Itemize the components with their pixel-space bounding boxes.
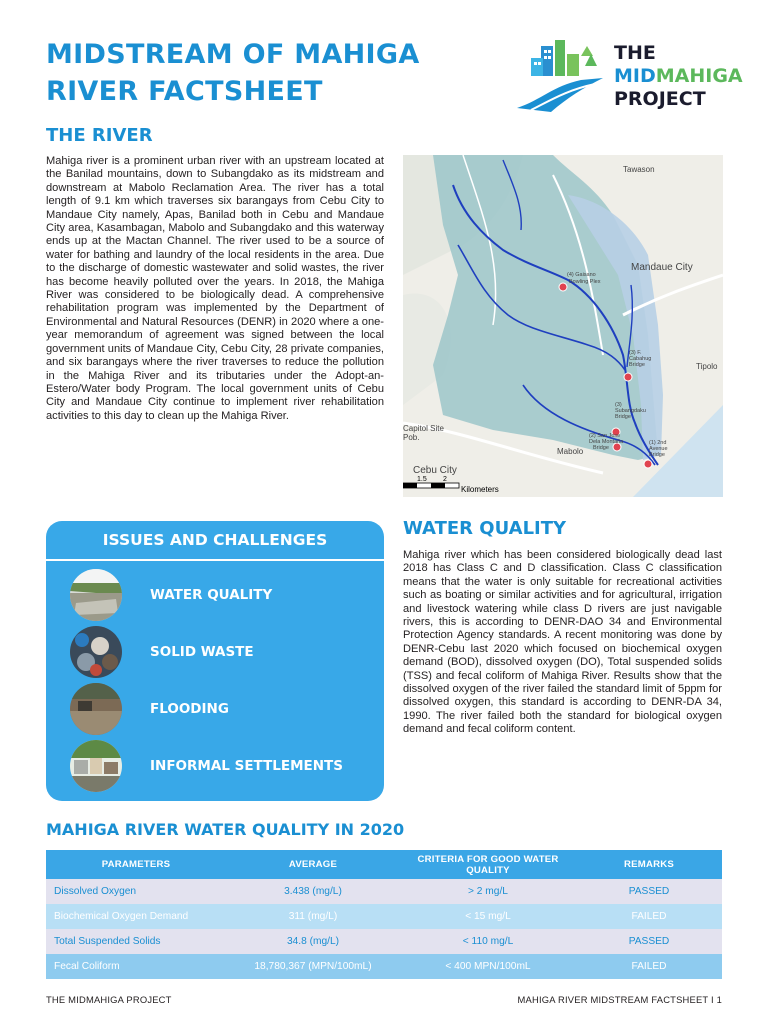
water-quality-heading: WATER QUALITY <box>403 518 567 539</box>
map-label-ave-3: Bridge <box>649 452 665 458</box>
map-label-sub-2: Subangdaku <box>615 408 646 414</box>
map-label-tawason: Tawason <box>623 165 655 174</box>
footer-right: MAHIGA RIVER MIDSTREAM FACTSHEET I 1 <box>517 994 722 1005</box>
table-row <box>46 904 722 929</box>
informal-settlements-photo-icon <box>70 740 122 792</box>
page-title-line-1: MIDSTREAM OF MAHIGA <box>46 39 420 70</box>
table-row <box>46 929 722 954</box>
midmahiga-logo-icon <box>511 36 611 116</box>
station-gaisano-marker <box>559 283 567 291</box>
water-quality-table-heading: MAHIGA RIVER WATER QUALITY IN 2020 <box>46 820 405 839</box>
table-cell-average: 311 (mg/L) <box>226 904 400 929</box>
map-label-cebu: Cebu City <box>413 465 457 476</box>
map-label-sub-3: Bridge <box>615 414 631 420</box>
table-cell-average: 3.438 (mg/L) <box>226 879 400 904</box>
issues-heading: ISSUES AND CHALLENGES <box>46 521 384 561</box>
map-label-mabolo: Mabolo <box>557 447 584 456</box>
table-cell-remarks: PASSED <box>576 879 722 904</box>
map-label-sj-3: Bridge <box>593 445 609 451</box>
table-row <box>46 879 722 904</box>
table-header-row <box>46 850 722 879</box>
map-label-cab-3: Bridge <box>629 362 645 368</box>
table-row <box>46 954 722 979</box>
issue-item <box>70 740 370 792</box>
water-quality-photo-icon <box>70 569 122 621</box>
midmahiga-logo-wordmark <box>614 42 743 111</box>
map-label-capitol-2: Pob. <box>403 433 420 442</box>
map-scale-1-5: 1.5 <box>417 476 427 483</box>
logo-midmahiga <box>614 65 743 88</box>
flooding-photo-icon <box>70 683 122 735</box>
table-cell-average: 18,780,367 (MPN/100mL) <box>226 954 400 979</box>
table-header-remarks: REMARKS <box>576 850 722 879</box>
water-quality-paragraph: Mahiga river which has been considered biologically dead last 2018 has Class C and D classification. Class C classification means that the water is only suitable for recreational activities such as boating or similar activities and for agricultural, irrigation and livestock watering while class D rivers are just navigable rivers, this is according to DENR-DAO 34 and Environmental Protection Agency standards. A recent monitoring was done by DENR-Cebu last 2020 which focused on biochemical oxygen demand (BOD), dissolved oxygen (DO), Total suspended solids (TSS) and fecal coliform of Mahiga River. Results show that the dissolved oxygen of the river failed the standard limit of 5ppm for dissolved oxygen, this standard is according to DENR-DA 34, 1990. The river failed both the standard for biological oxygen demand and fecal coliform content. <box>403 549 722 736</box>
map-label-sj-1: (2) San Jose <box>589 433 621 439</box>
issues-panel <box>46 521 384 801</box>
station-2nd-avenue-marker <box>644 460 652 468</box>
issue-item <box>70 626 370 678</box>
logo-project: PROJECT <box>614 88 706 110</box>
logo-mahiga: MAHIGA <box>655 65 743 87</box>
map-label-ave-2: Avenue <box>649 446 668 452</box>
issue-item <box>70 683 370 735</box>
footer-left: THE MIDMAHIGA PROJECT <box>46 994 172 1005</box>
map-label-gaisano-1: (4) Gaisano <box>567 272 596 278</box>
issue-label-solid-waste: SOLID WASTE <box>150 644 254 660</box>
table-cell-remarks: FAILED <box>576 954 722 979</box>
logo-mid: MID <box>614 65 656 87</box>
table-cell-parameter: Dissolved Oxygen <box>46 879 226 904</box>
table-cell-criteria: > 2 mg/L <box>400 879 576 904</box>
map-label-sj-2: Dela Montaña <box>589 439 624 445</box>
page-title-line-2: RIVER FACTSHEET <box>46 76 323 107</box>
page-title <box>46 36 466 110</box>
issue-item <box>70 569 370 621</box>
map-scale-unit: Kilometers <box>461 485 499 494</box>
table-header-criteria: CRITERIA FOR GOOD WATER QUALITY <box>400 850 576 879</box>
midmahiga-logo <box>511 36 743 116</box>
map-label-capitol-1: Capitol Site <box>403 424 444 433</box>
map-label-cab-1: (3) F. <box>629 350 642 356</box>
station-cabahug-marker <box>624 373 632 381</box>
map-label-gaisano-2: Bowling Plex <box>569 279 601 285</box>
table-cell-parameter: Fecal Coliform <box>46 954 226 979</box>
table-cell-parameter: Total Suspended Solids <box>46 929 226 954</box>
table-cell-remarks: FAILED <box>576 904 722 929</box>
table-cell-criteria: < 15 mg/L <box>400 904 576 929</box>
table-cell-criteria: < 110 mg/L <box>400 929 576 954</box>
issue-label-water-quality: WATER QUALITY <box>150 587 273 603</box>
table-header-parameters: PARAMETERS <box>46 850 226 879</box>
map-label-cab-2: Cabahug <box>629 356 652 362</box>
river-map <box>403 155 723 497</box>
map-label-mandaue: Mandaue City <box>631 262 693 273</box>
map-label-ave-1: (1) 2nd <box>649 440 667 446</box>
the-river-paragraph: Mahiga river is a prominent urban river with an upstream located at the Banilad mountains, down to Subangdako as its midstream and downstream at Mabolo Reclamation Area. The river has a total length of 9.1 km which traverses six barangays from Cebu City to Mandaue City namely, Apas, Banilad both in Cebu and Mandaue City area, Kasambagan, Mabolo and Subangdako and this waterway ends up at the Mactan Channel. The river used to be a source of water for bathing and laundry of the local residents in the area. Due to the discharge of domestic wastewater and solid wastes, the river has become heavily polluted over the years. In 2018, the Mahiga River was considered to be biologically dead. A comprehensive rehabilitation program was implemented by the Department of Environmental and Natural Resources (DENR) in 2020 where a one-year memorandum of agreement was signed between the local government units of Mandaue City, Cebu City, 28 private companies, and six barangays where the river traverses to reduce the pollution in the Mahiga River and its tributaries under the Adopt-an-Estero/Water body Program. The local government units of Cebu City and Mandaue City continue to implement river rehabilitation activities to this day to clean up the Mahiga River. <box>46 155 384 422</box>
issue-label-informal-settlements: INFORMAL SETTLEMENTS <box>150 758 343 774</box>
map-scale-2: 2 <box>443 476 447 483</box>
table-cell-criteria: < 400 MPN/100mL <box>400 954 576 979</box>
table-cell-average: 34.8 (mg/L) <box>226 929 400 954</box>
solid-waste-photo-icon <box>70 626 122 678</box>
logo-the: THE <box>614 42 656 64</box>
table-header-average: AVERAGE <box>226 850 400 879</box>
table-cell-remarks: PASSED <box>576 929 722 954</box>
the-river-heading: THE RIVER <box>46 125 153 146</box>
issue-label-flooding: FLOODING <box>150 701 229 717</box>
table-cell-parameter: Biochemical Oxygen Demand <box>46 904 226 929</box>
map-label-sub-1: (3) <box>615 402 622 408</box>
river-map-svg <box>403 155 723 497</box>
water-quality-table <box>46 850 722 979</box>
map-label-tipolo: Tipolo <box>696 362 718 371</box>
